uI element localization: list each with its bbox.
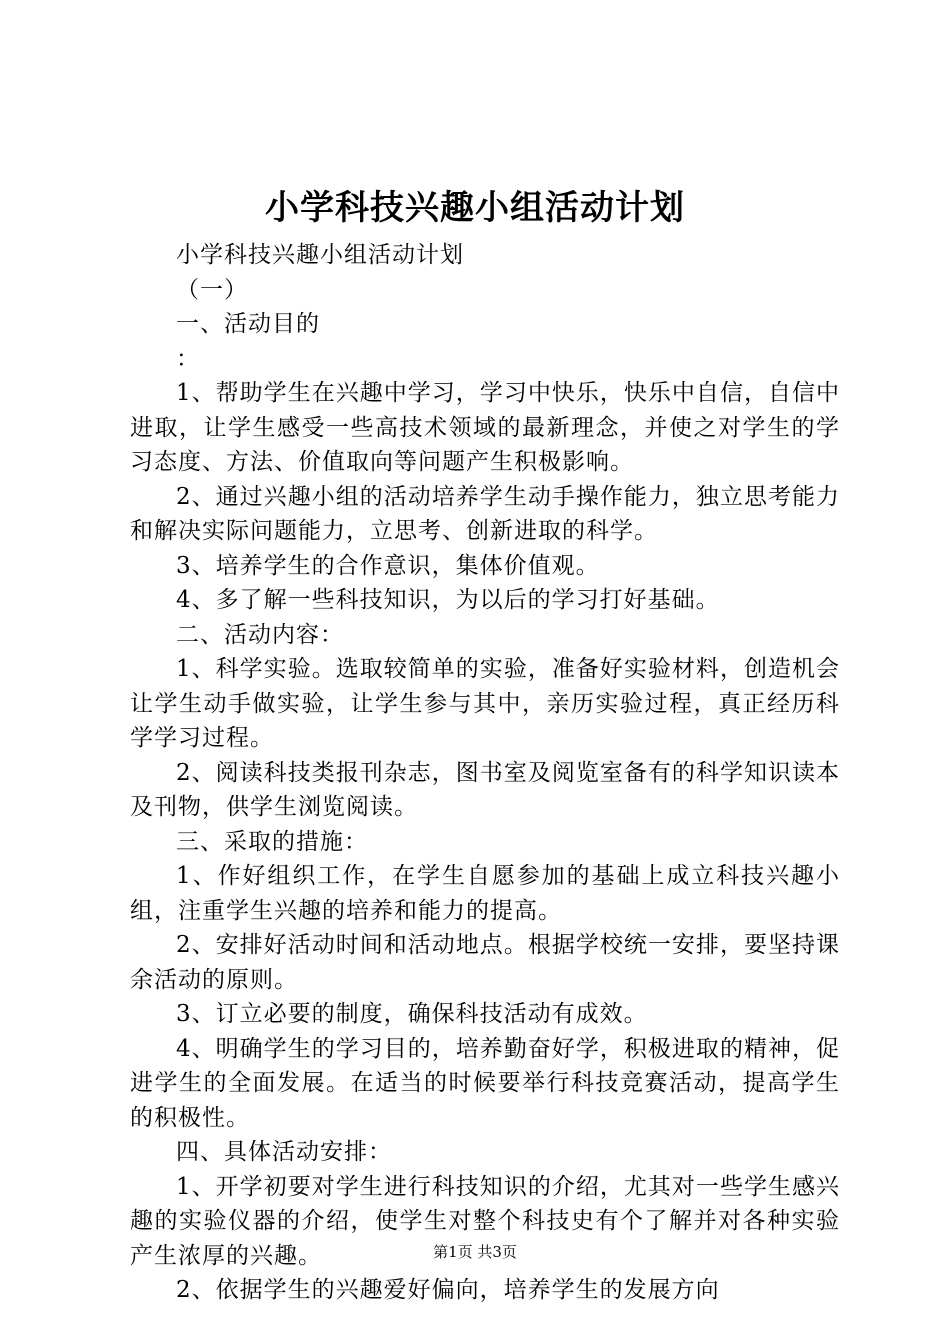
section-heading: 三、采取的措施： bbox=[176, 828, 368, 855]
paragraph: 3、订立必要的制度，确保科技活动有成效。 bbox=[176, 1001, 648, 1027]
paragraph: （一） bbox=[176, 276, 248, 303]
paragraph: 2、通过兴趣小组的活动培养学生动手操作能力，独立思考能力和解决实际问题能力，立思考、创新进取的科学。 bbox=[130, 483, 840, 544]
section-heading: 四、具体活动安排： bbox=[176, 1139, 392, 1165]
paragraph: 小学科技兴趣小组活动计划 bbox=[176, 242, 464, 268]
section-heading: 二、活动内容： bbox=[176, 621, 344, 648]
paragraph: 4、多了解一些科技知识，为以后的学习打好基础。 bbox=[176, 587, 720, 613]
paragraph: 1、开学初要对学生进行科技知识的介绍，尤其对一些学生感兴趣的实验仪器的介绍，使学生对整个科技史有个了解并对各种实验产生浓厚的兴趣。 bbox=[130, 1173, 840, 1269]
paragraph: ： bbox=[176, 345, 200, 372]
paragraph: 3、培养学生的合作意识，集体价值观。 bbox=[176, 552, 600, 579]
paragraph: 2、依据学生的兴趣爱好偏向，培养学生的发展方向 bbox=[176, 1277, 720, 1303]
paragraph: 2、安排好活动时间和活动地点。根据学校统一安排，要坚持课余活动的原则。 bbox=[130, 932, 840, 993]
page-number-footer: 第1页 共3页 bbox=[433, 1243, 517, 1261]
document-body bbox=[130, 238, 840, 1308]
paragraph: 1、科学实验。选取较简单的实验，准备好实验材料，创造机会让学生动手做实验，让学生参与其中，亲历实验过程，真正经历科学学习过程。 bbox=[130, 656, 840, 751]
paragraph: 1、作好组织工作，在学生自愿参加的基础上成立科技兴趣小组，注重学生兴趣的培养和能力的提高。 bbox=[130, 863, 840, 924]
document-title: 小学科技兴趣小组活动计划 bbox=[265, 188, 685, 228]
paragraph: 2、阅读科技类报刊杂志，图书室及阅览室备有的科学知识读本及刊物，供学生浏览阅读。 bbox=[130, 759, 840, 820]
paragraph: 1、帮助学生在兴趣中学习，学习中快乐，快乐中自信，自信中进取，让学生感受一些高技术领域的最新理念，并使之对学生的学习态度、方法、价值取向等问题产生积极影响。 bbox=[130, 380, 840, 475]
section-heading: 一、活动目的 bbox=[176, 311, 320, 337]
paragraph: 4、明确学生的学习目的，培养勤奋好学，积极进取的精神，促进学生的全面发展。在适当的时候要举行科技竞赛活动，提高学生的积极性。 bbox=[130, 1035, 840, 1131]
